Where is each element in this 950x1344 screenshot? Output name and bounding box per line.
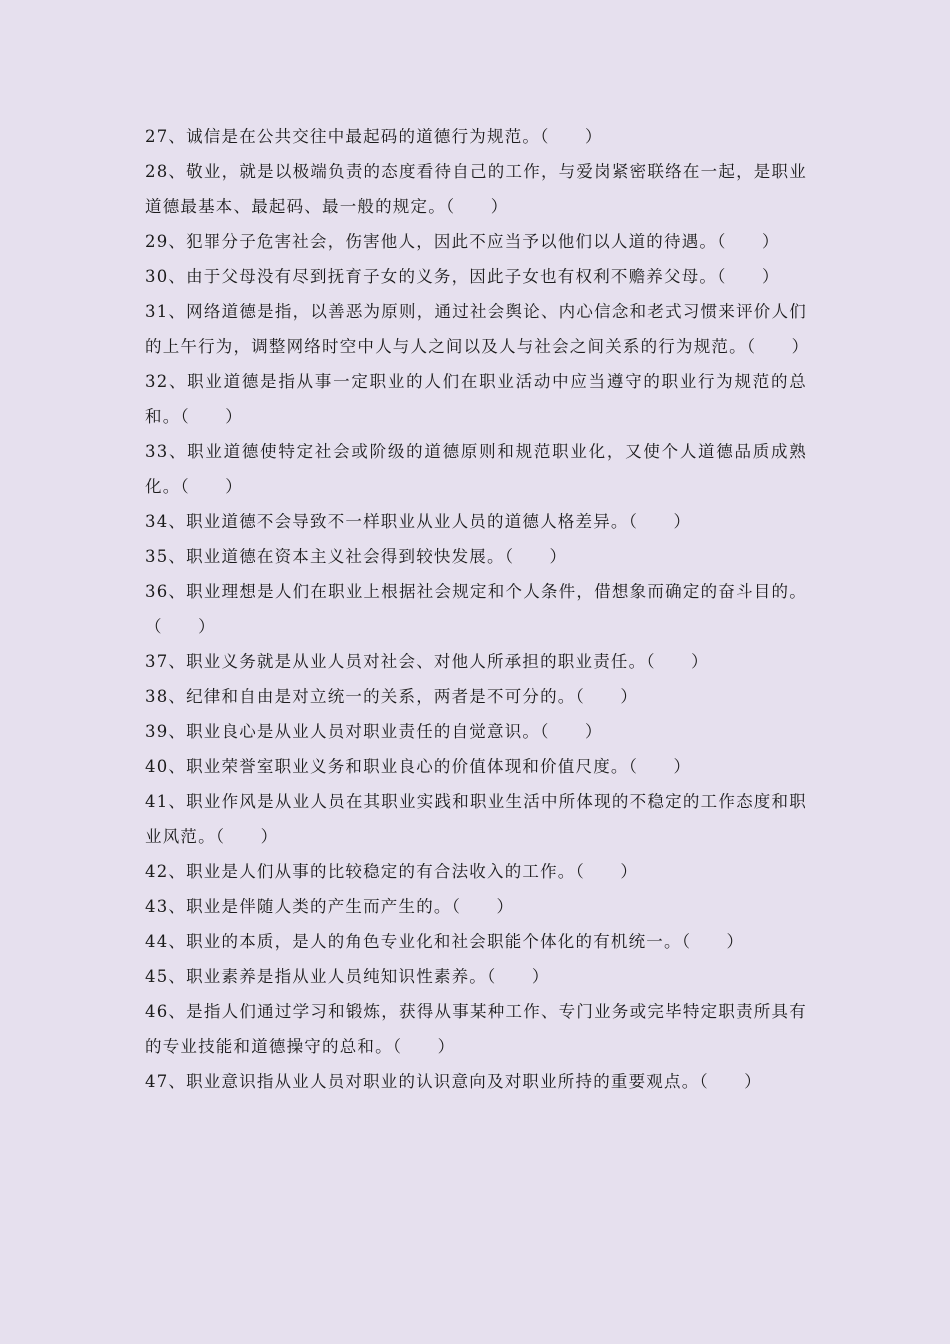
question-text: 37、职业义务就是从业人员对社会、对他人所承担的职业责任。（ ） [145,652,709,671]
question-29 [145,224,807,259]
question-37 [145,644,807,679]
question-text: 42、职业是人们从事的比较稳定的有合法收入的工作。（ ） [145,862,639,881]
question-text: 38、纪律和自由是对立统一的关系，两者是不可分的。（ ） [145,687,639,706]
question-text: 40、职业荣誉室职业义务和职业良心的价值体现和价值尺度。（ ） [145,757,692,776]
question-46 [145,994,807,1064]
question-35 [145,539,807,574]
question-text: 39、职业良心是从业人员对职业责任的自觉意识。（ ） [145,722,603,741]
question-30 [145,259,807,294]
question-47 [145,1064,807,1099]
question-43 [145,889,807,924]
question-text: 43、职业是伴随人类的产生而产生的。（ ） [145,897,515,916]
question-41 [145,784,807,854]
question-31 [145,294,810,364]
question-text: 30、由于父母没有尽到抚育子女的义务，因此子女也有权利不赡养父母。（ ） [145,267,780,286]
question-list [145,119,810,1099]
question-40 [145,749,807,784]
question-33 [145,434,807,504]
question-text: 27、诚信是在公共交往中最起码的道德行为规范。（ ） [145,127,603,146]
question-text: 41、职业作风是从业人员在其职业实践和职业生活中所体现的不稳定的工作态度和职业风范。（ ） [145,792,807,846]
question-32 [145,364,807,434]
question-text: 45、职业素养是指从业人员纯知识性素养。（ ） [145,967,550,986]
question-34 [145,504,807,539]
question-44 [145,924,807,959]
question-28 [145,154,807,224]
question-text: 31、网络道德是指，以善恶为原则，通过社会舆论、内心信念和老式习惯来评价人们的上午行为，调整网络时空中人与人之间以及人与社会之间关系的行为规范。（ ） [145,302,810,356]
question-38 [145,679,807,714]
question-text: 34、职业道德不会导致不一样职业从业人员的道德人格差异。（ ） [145,512,692,531]
question-text: 35、职业道德在资本主义社会得到较快发展。（ ） [145,547,568,566]
question-text: 44、职业的本质，是人的角色专业化和社会职能个体化的有机统一。（ ） [145,932,745,951]
question-27 [145,119,807,154]
question-text: 36、职业理想是人们在职业上根据社会规定和个人条件，借想象而确定的奋斗目的。（ ） [145,582,807,636]
question-45 [145,959,807,994]
question-text: 32、职业道德是指从事一定职业的人们在职业活动中应当遵守的职业行为规范的总和。（ ） [145,372,807,426]
question-text: 29、犯罪分子危害社会，伤害他人，因此不应当予以他们以人道的待遇。（ ） [145,232,780,251]
question-text: 33、职业道德使特定社会或阶级的道德原则和规范职业化，又使个人道德品质成熟化。（ ） [145,442,807,496]
question-text: 47、职业意识指从业人员对职业的认识意向及对职业所持的重要观点。（ ） [145,1072,762,1091]
question-36 [145,574,807,644]
question-42 [145,854,807,889]
question-text: 28、敬业，就是以极端负责的态度看待自己的工作，与爱岗紧密联络在一起，是职业道德最基本、最起码、最一般的规定。（ ） [145,162,807,216]
question-text: 46、是指人们通过学习和锻炼，获得从事某种工作、专门业务或完毕特定职责所具有的专业技能和道德操守的总和。（ ） [145,1002,807,1056]
question-39 [145,714,807,749]
